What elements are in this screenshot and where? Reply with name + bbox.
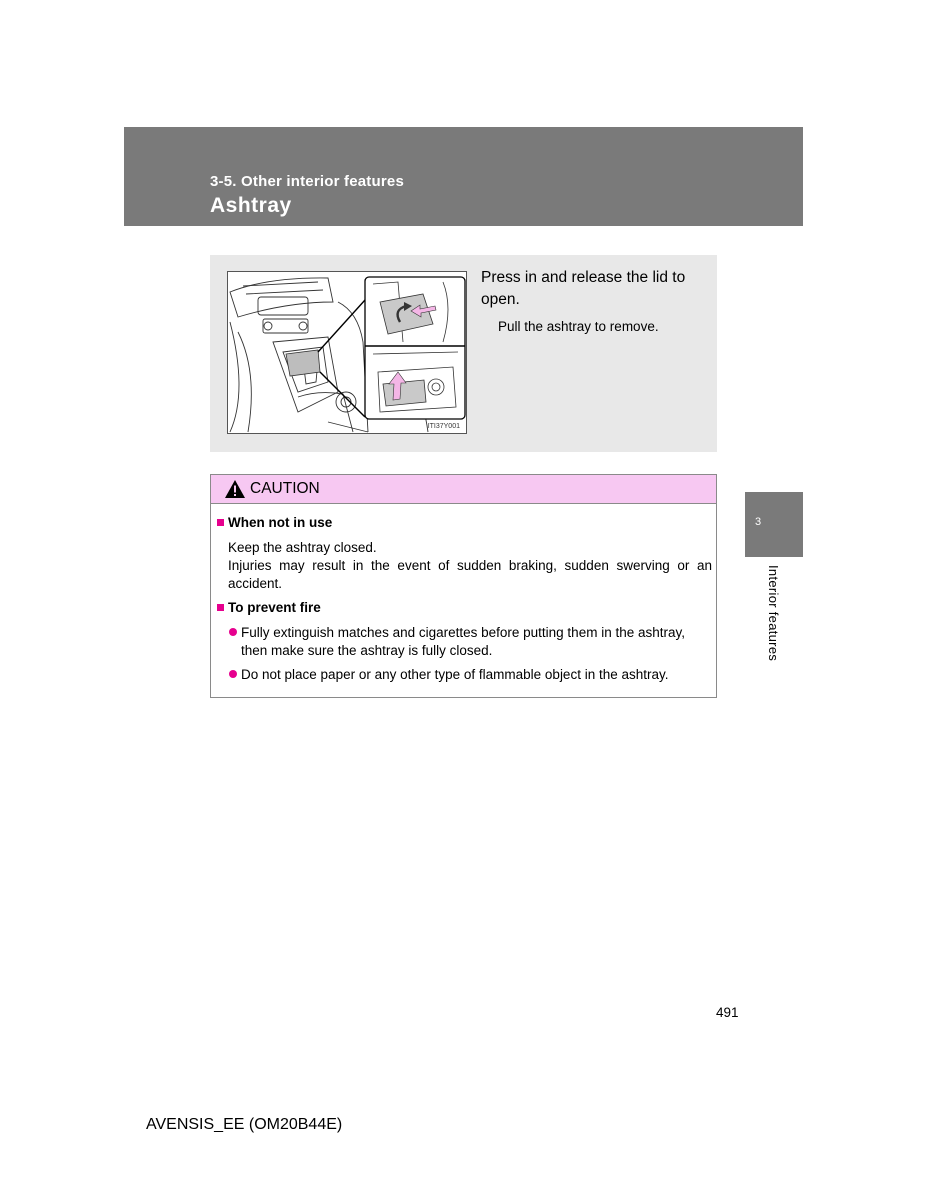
page-number: 491 xyxy=(716,1005,739,1020)
caution-heading-prevent-fire xyxy=(217,600,321,615)
bullet-text: Do not place paper or any other type of flammable object in the ashtray. xyxy=(241,667,669,682)
heading-text: To prevent fire xyxy=(228,600,321,615)
ashtray-diagram xyxy=(228,272,467,434)
bullet-text: Fully extinguish matches and cigarettes before putting them in the ashtray, then make sure the ashtray is fully closed. xyxy=(241,625,685,658)
chapter-tab xyxy=(745,492,803,557)
ashtray-illustration xyxy=(227,271,467,434)
main-instruction: Press in and release the lid to open. xyxy=(481,269,686,308)
info-box xyxy=(210,255,717,452)
illustration-code: ITI37Y001 xyxy=(427,423,460,430)
chapter-number: 3 xyxy=(755,516,762,528)
chapter-header xyxy=(124,127,803,226)
sub-instruction: Pull the ashtray to remove. xyxy=(498,319,659,334)
square-bullet-icon xyxy=(217,519,224,526)
section-label: 3-5. Other interior features xyxy=(210,173,404,190)
footer-model-code: AVENSIS_EE (OM20B44E) xyxy=(146,1116,343,1133)
caution-bullet-item xyxy=(228,624,712,660)
caution-title: CAUTION xyxy=(250,480,320,497)
caution-header xyxy=(211,475,716,504)
chapter-label: Interior features xyxy=(766,565,781,662)
dot-bullet-icon xyxy=(229,628,237,636)
caution-box xyxy=(210,474,717,698)
caution-bullet-item xyxy=(228,666,712,684)
heading-text: When not in use xyxy=(228,515,333,530)
square-bullet-icon xyxy=(217,604,224,611)
dot-bullet-icon xyxy=(229,670,237,678)
caution-paragraph: Injuries may result in the event of sudden braking, sudden swerving or an accident. xyxy=(228,558,712,591)
page-title: Ashtray xyxy=(210,194,292,217)
caution-heading-not-in-use xyxy=(217,515,332,530)
warning-icon xyxy=(224,479,246,499)
caution-paragraph: Keep the ashtray closed. xyxy=(228,540,377,555)
